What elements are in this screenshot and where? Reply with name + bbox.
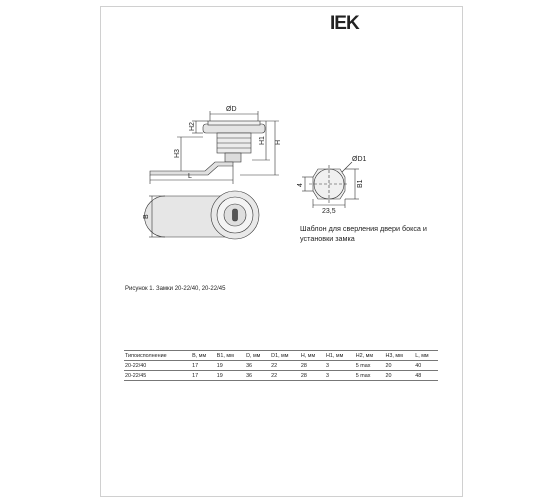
table-row [124, 371, 438, 381]
label-h2: H2 [189, 122, 196, 131]
cell: 28 [300, 361, 325, 371]
th-h3: H3, мм [384, 351, 414, 361]
table-row [124, 361, 438, 371]
cell: 5 max [355, 361, 385, 371]
cell: 19 [216, 361, 245, 371]
label-b: B [143, 214, 150, 219]
th-l: L, мм [414, 351, 438, 361]
th-h: H, мм [300, 351, 325, 361]
lock-head-top [208, 121, 260, 125]
label-235: 23,5 [322, 208, 336, 215]
cell: 17 [191, 371, 216, 381]
th-h1: H1, мм [325, 351, 355, 361]
cell: 28 [300, 371, 325, 381]
table-header-row [124, 351, 438, 361]
cell: 17 [191, 361, 216, 371]
cell: 36 [245, 361, 270, 371]
th-d: D, мм [245, 351, 270, 361]
label-h3: H3 [174, 149, 181, 158]
cell: 48 [414, 371, 438, 381]
cell: 5 max [355, 371, 385, 381]
cell: 20 [384, 361, 414, 371]
th-type: Типоисполнение [124, 351, 191, 361]
th-h2: H2, мм [355, 351, 385, 361]
lock-head-flange [203, 124, 265, 133]
cell: 3 [325, 371, 355, 381]
th-b: B, мм [191, 351, 216, 361]
dim-line-d1 [342, 162, 352, 172]
cell: 22 [270, 371, 300, 381]
brand-logo: IEK [330, 13, 359, 34]
keyhole [233, 209, 238, 221]
label-d: ØD [226, 106, 237, 113]
drill-template-caption: Шаблон для сверления двери бокса и установки замка [300, 224, 427, 243]
label-h1: H1 [259, 136, 266, 145]
cell: 20-22/40 [124, 361, 191, 371]
cell: 22 [270, 361, 300, 371]
label-4: 4 [297, 183, 304, 187]
cell: 3 [325, 361, 355, 371]
label-h: H [275, 139, 282, 145]
cell: 40 [414, 361, 438, 371]
cell: 36 [245, 371, 270, 381]
figure-caption: Рисунок 1. Замки 20-22/40, 20-22/45 [125, 286, 226, 292]
cell: 20-22/45 [124, 371, 191, 381]
cell: 20 [384, 371, 414, 381]
label-l: L [188, 173, 192, 180]
lock-shaft [225, 153, 241, 162]
cell: 19 [216, 371, 245, 381]
spec-table [124, 350, 438, 381]
label-d1: ØD1 [352, 156, 367, 163]
label-b1: B1 [357, 179, 364, 188]
th-b1: B1, мм [216, 351, 245, 361]
th-d1: D1, мм [270, 351, 300, 361]
